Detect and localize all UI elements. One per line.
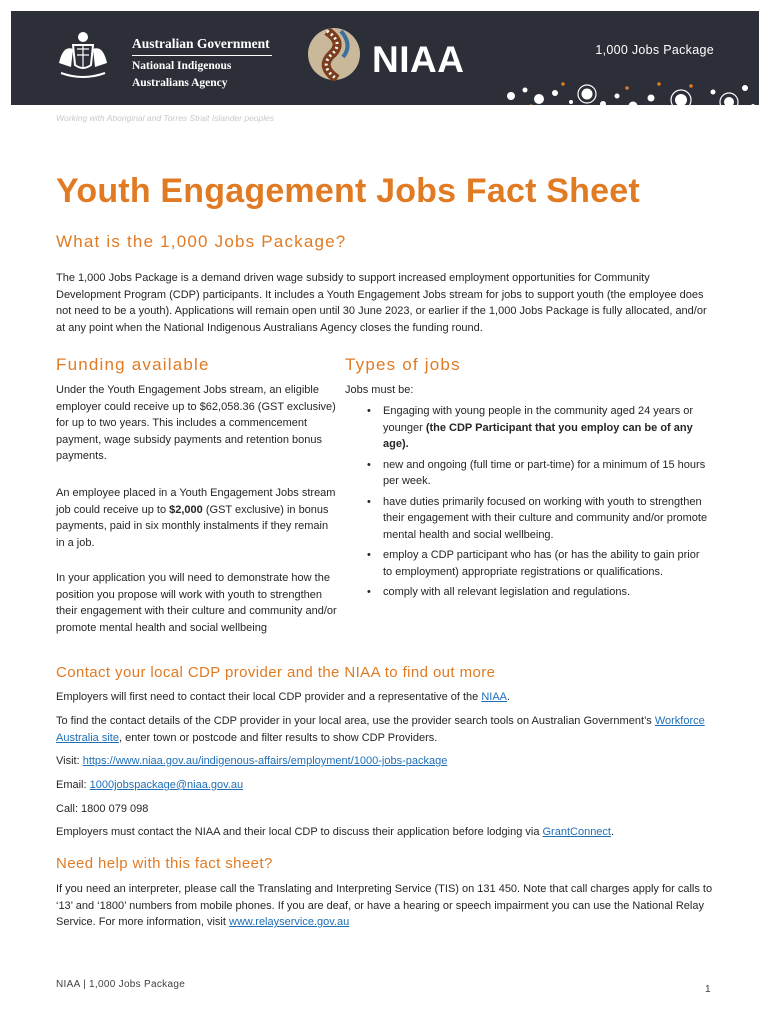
government-logo-text	[132, 36, 272, 90]
bullet-icon: •	[367, 458, 371, 471]
grantconnect-link[interactable]: GrantConnect	[542, 826, 611, 838]
contact-p2-end: , enter town or postcode and filter results to show CDP Providers.	[118, 731, 438, 744]
page-title: Youth Engagement Jobs Fact Sheet	[56, 172, 640, 210]
funding-paragraph-3: In your application you will need to demonstrate how the position you propose will work with youth to strengthen their engagement with their culture and community and/or promote mental health and social wellbeing	[56, 572, 337, 634]
funding-bonus-amount: $2,000	[169, 503, 203, 516]
coat-of-arms-icon	[55, 27, 111, 83]
bullet-icon: •	[367, 405, 371, 417]
email-label: Email:	[56, 779, 90, 791]
bullet-icon: •	[367, 586, 371, 598]
list-item-text: Engaging with young people in the community aged 24 years or younger	[383, 405, 694, 434]
header-banner	[11, 11, 759, 105]
help-text-body: If you need an interpreter, please call the Translating and Interpreting Service (TIS) on 131 450. Note that call charges apply for calls to ‘13’ and ‘1800’ numbers from mobile phones. If you are deaf, or have a hearing or speech impairment you can use the National Relay Service. For more information, visit	[56, 883, 713, 928]
job-requirements-list	[345, 403, 710, 605]
contact-paragraph-1	[56, 689, 716, 706]
types-heading: Types of jobs	[345, 355, 461, 374]
niaa-wordmark: NIAA	[372, 39, 465, 80]
agency-line-1: National Indigenous	[132, 60, 232, 72]
contact-p3-end: .	[610, 826, 615, 838]
tagline: Working with Aboriginal and Torres Strait Islander peoples	[56, 113, 275, 123]
niaa-emblem-icon	[307, 27, 361, 81]
list-item-text: new and ongoing (full time or part-time) for a minimum of 15 hours per week.	[383, 458, 706, 487]
contact-phone: Call: 1800 079 098	[56, 803, 149, 815]
workforce-australia-link[interactable]: Workforce Australia site	[56, 715, 705, 744]
bullet-icon: •	[367, 495, 371, 508]
contact-email	[56, 777, 716, 794]
package-url-link[interactable]: https://www.niaa.gov.au/indigenous-affairs/employment/1000-jobs-package	[82, 755, 448, 767]
relay-service-link[interactable]: www.relayservice.gov.au	[229, 916, 350, 928]
types-lead: Jobs must be:	[345, 384, 414, 396]
list-item	[345, 403, 710, 453]
bullet-icon: •	[367, 549, 371, 561]
visit-label: Visit:	[56, 755, 83, 767]
contact-p1-end: .	[507, 691, 511, 703]
contact-paragraph-2	[56, 713, 716, 746]
gov-title: Australian Government	[132, 36, 272, 56]
page-number: 1	[705, 984, 711, 995]
contact-p1-text: Employers will first need to contact their local CDP provider and a representative of the	[56, 691, 482, 703]
email-link[interactable]: 1000jobspackage@niaa.gov.au	[89, 779, 244, 791]
contact-p3-text: Employers must contact the NIAA and their local CDP to discuss their application before lodging via	[56, 826, 543, 838]
list-item-bold: (the CDP Participant that you employ can be of any age).	[383, 421, 693, 450]
contact-p2-text: To find the contact details of the CDP provider in your local area, use the provider search tools on Australian Government’s	[56, 715, 655, 727]
funding-heading: Funding available	[56, 355, 210, 374]
list-item-text: comply with all relevant legislation and regulations.	[383, 586, 631, 598]
niaa-link[interactable]: NIAA	[481, 691, 508, 703]
funding-paragraph-2	[56, 485, 338, 551]
funding-paragraph-1: Under the Youth Engagement Jobs stream, an eligible employer could receive up to $62,058.36 (GST exclusive) for up to two years. This includes a commencement payment, wage subsidy payments and retention bonus payments.	[56, 384, 336, 462]
dot-art-decoration-icon	[491, 66, 759, 105]
list-item	[345, 547, 710, 580]
footer-label: NIAA | 1,000 Jobs Package	[56, 979, 186, 990]
contact-visit	[56, 753, 716, 770]
package-label: 1,000 Jobs Package	[595, 43, 714, 57]
funding-p2-text: An employee placed in a Youth Engagement Jobs stream job could receive up to	[56, 487, 336, 516]
help-text	[56, 881, 718, 931]
list-item	[345, 494, 710, 544]
help-heading: Need help with this fact sheet?	[56, 855, 273, 872]
list-item-text: have duties primarily focused on working with youth to strengthen their engagement with their culture and community and/or promote mental health and social wellbeing.	[383, 495, 708, 541]
list-item	[345, 457, 710, 490]
intro-text: The 1,000 Jobs Package is a demand driven wage subsidy to support increased employment opportunities for Community Development Program (CDP) participants. It includes a Youth Engagement Jobs stream for jobs to support youth (the employee does not need to be a youth). Applications will remain open until 30 June 2023, or earlier if the 1,000 Jobs Package is fully allocated, and/or at any point when the National Indigenous Australians Agency closes the funding round.	[56, 272, 707, 334]
list-item	[345, 584, 710, 601]
contact-heading: Contact your local CDP provider and the NIAA to find out more	[56, 664, 496, 681]
funding-p2-text-end: (GST exclusive) in bonus payments, paid in six monthly instalments if they remain in a job.	[56, 503, 329, 549]
intro-heading: What is the 1,000 Jobs Package?	[56, 232, 347, 251]
contact-paragraph-3	[56, 824, 716, 841]
list-item-text: employ a CDP participant who has (or has the ability to gain prior to employment) appropriate registrations or qualifications.	[383, 549, 700, 578]
agency-line-2: Australians Agency	[132, 77, 228, 89]
